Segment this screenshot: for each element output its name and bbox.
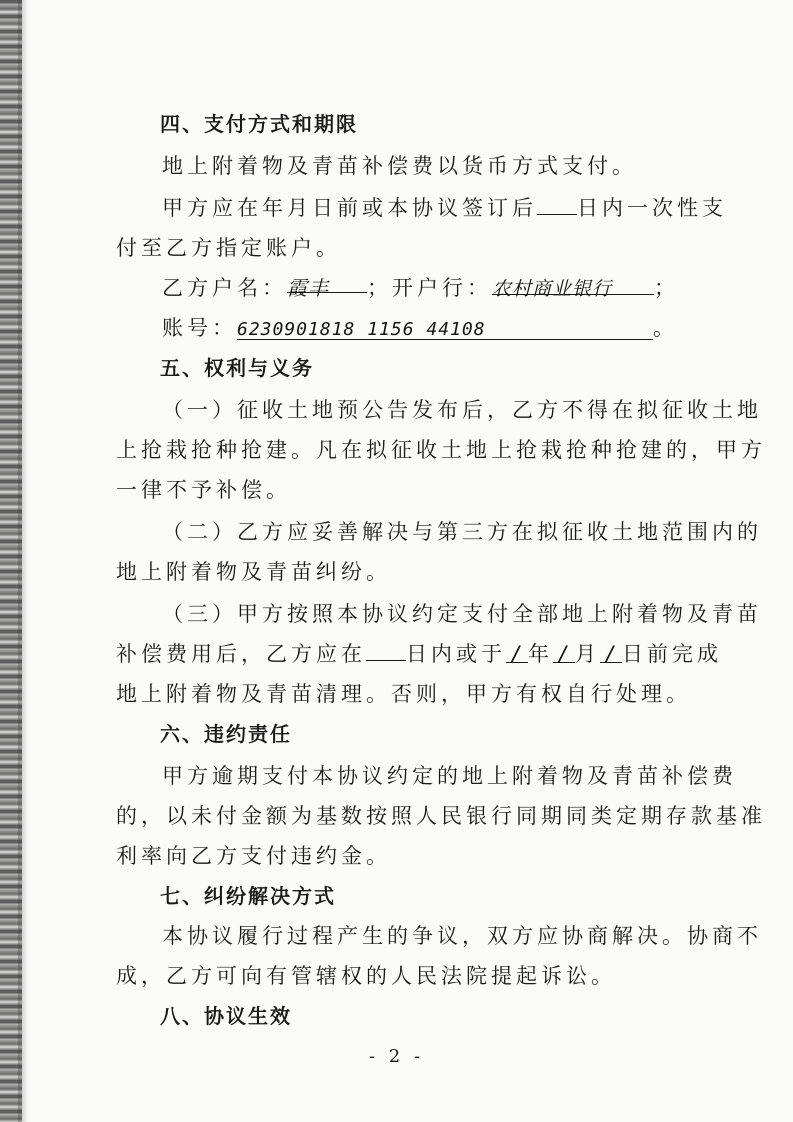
section-5-item-3-line-2 — [116, 638, 722, 668]
section-5-item-2-line-2: 地上附着物及青苗纠纷。 — [116, 560, 391, 584]
account-number-label: 账号： — [162, 316, 237, 340]
section-8-heading: 八、协议生效 — [160, 1004, 292, 1028]
day-complete-text: 日前完成 — [622, 642, 722, 666]
scan-edge-gradient — [18, 0, 28, 1122]
payment-lump-sum-text: 日内一次性支 — [577, 196, 727, 220]
section-6-heading: 六、违约责任 — [160, 722, 292, 746]
bank-label: ；开户行： — [367, 276, 492, 300]
section-5-heading: 五、权利与义务 — [160, 356, 314, 380]
bank-line-end: ； — [654, 276, 679, 300]
cleanup-period-text: 补偿费用后，乙方应在 — [116, 642, 366, 666]
section-6-line-1: 甲方逾期支付本协议约定的地上附着物及青苗补偿费 — [162, 764, 737, 788]
cleanup-day-field: / — [600, 642, 622, 663]
payment-deadline-text: 甲方应在年月日前或本协议签订后 — [162, 196, 537, 220]
year-label: 年 — [528, 642, 553, 666]
bank-name-handwritten: 农村商业银行 — [492, 274, 654, 295]
section-7-line-1: 本协议履行过程产生的争议，双方应协商解决。协商不 — [162, 924, 762, 948]
section-7-heading: 七、纠纷解决方式 — [160, 884, 336, 908]
section-4-paragraph-2-line-2: 付至乙方指定账户。 — [116, 236, 341, 260]
cleanup-month-field: / — [553, 642, 575, 663]
account-number-line — [162, 312, 678, 342]
section-5-item-3-line-3: 地上附着物及青苗清理。否则，甲方有权自行处理。 — [116, 682, 691, 706]
cleanup-year-field: / — [506, 642, 528, 663]
account-line-end: 。 — [653, 316, 678, 340]
section-6-line-3: 利率向乙方支付违约金。 — [116, 844, 391, 868]
section-5-item-1-line-3: 一律不予补偿。 — [116, 478, 291, 502]
account-name-handwritten: 霞丰 — [287, 272, 367, 293]
days-blank-field — [537, 194, 577, 215]
month-label: 月 — [575, 642, 600, 666]
cleanup-days-blank-field — [366, 640, 406, 661]
page-number: - 2 - — [368, 1046, 425, 1067]
section-5-item-3-line-1: （三）甲方按照本协议约定支付全部地上附着物及青苗 — [162, 602, 762, 626]
section-4-paragraph-1: 地上附着物及青苗补偿费以货币方式支付。 — [162, 154, 637, 178]
section-4-paragraph-2-line-1 — [162, 192, 727, 222]
section-5-item-1-line-1: （一）征收土地预公告发布后，乙方不得在拟征收土地 — [162, 398, 762, 422]
section-5-item-1-line-2: 上抢栽抢种抢建。凡在拟征收土地上抢栽抢种抢建的，甲方 — [116, 438, 766, 462]
section-4-heading: 四、支付方式和期限 — [160, 112, 358, 136]
section-5-item-2-line-1: （二）乙方应妥善解决与第三方在拟征收土地范围内的 — [162, 520, 762, 544]
section-7-line-2: 成，乙方可向有管辖权的人民法院提起诉讼。 — [116, 964, 616, 988]
account-name-label: 乙方户名： — [162, 276, 287, 300]
account-number-handwritten: 6230901818 1156 44108 — [237, 319, 653, 340]
account-holder-line — [162, 272, 679, 302]
cleanup-or-date-text: 日内或于 — [406, 642, 506, 666]
section-6-line-2: 的，以未付金额为基数按照人民银行同期同类定期存款基准 — [116, 804, 766, 828]
